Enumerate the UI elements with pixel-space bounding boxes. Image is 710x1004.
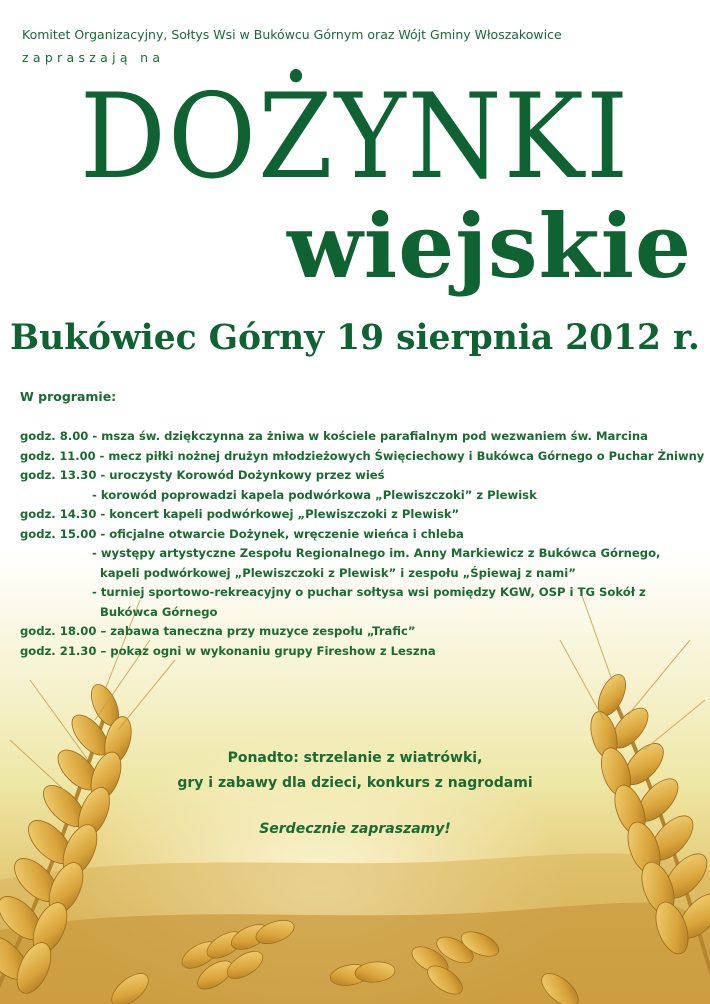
program-heading: W programie: [20,389,117,404]
schedule-line: godz. 14.30 - koncert kapeli podwórkowej „Plewiszczoki z Plewisk” [20,507,460,521]
poster-title: DOŻYNKI [79,68,631,205]
organizers-line: Komitet Organizacyjny, Sołtys Wsi w Bukówcu Górnym oraz Wójt Gminy Włoszakowice [22,27,562,42]
place-and-date: Bukówiec Górny 19 sierpnia 2012 r. [10,318,700,358]
closing-invitation: Serdecznie zapraszamy! [259,821,451,837]
poster-subtitle: wiejskie [287,194,692,298]
schedule-line: - korowód poprowadzi kapela podwórkowa „Plewiszczoki” z Plewisk [92,487,537,502]
schedule-line: godz. 11.00 - mecz piłki nożnej drużyn młodzieżowych Święciechowy i Bukówca Górnego o Puchar Żniwny [20,448,705,463]
schedule-line: Bukówca Górnego [100,604,218,619]
schedule-line: godz. 18.00 – zabawa taneczna przy muzyce zespołu „Trafic” [20,624,416,638]
schedule-line: godz. 8.00 - msza św. dziękczynna za żniwa w kościele parafialnym pod wezwaniem św. Marcina [20,429,648,443]
extras-line-2: gry i zabawy dla dzieci, konkurs z nagrodami [177,775,533,791]
schedule-line: godz. 13.30 - uroczysty Korowód Dożynkowy przez wieś [20,468,385,482]
extras-line-1: Ponadto: strzelanie z wiatrówki, [227,750,483,766]
schedule-line: godz. 21.30 – pokaz ogni w wykonaniu grupy Fireshow z Leszna [20,643,436,658]
invite-line: zapraszają na [22,50,165,65]
extra-attractions [0,746,710,796]
schedule-line: - turniej sportowo-rekreacyjny o puchar sołtysa wsi pomiędzy KGW, OSP i TG Sokół z [92,585,646,599]
schedule-line: - występy artystyczne Zespołu Regionalnego im. Anny Markiewicz z Bukówca Górnego, [92,546,661,560]
program-schedule [20,427,705,661]
schedule-line: godz. 15.00 - oficjalne otwarcie Dożynek, wręczenie wieńca i chleba [20,526,464,541]
schedule-line: kapeli podwórkowej „Plewiszczoki z Plewisk” i zespołu „Śpiewaj z nami” [100,565,576,580]
